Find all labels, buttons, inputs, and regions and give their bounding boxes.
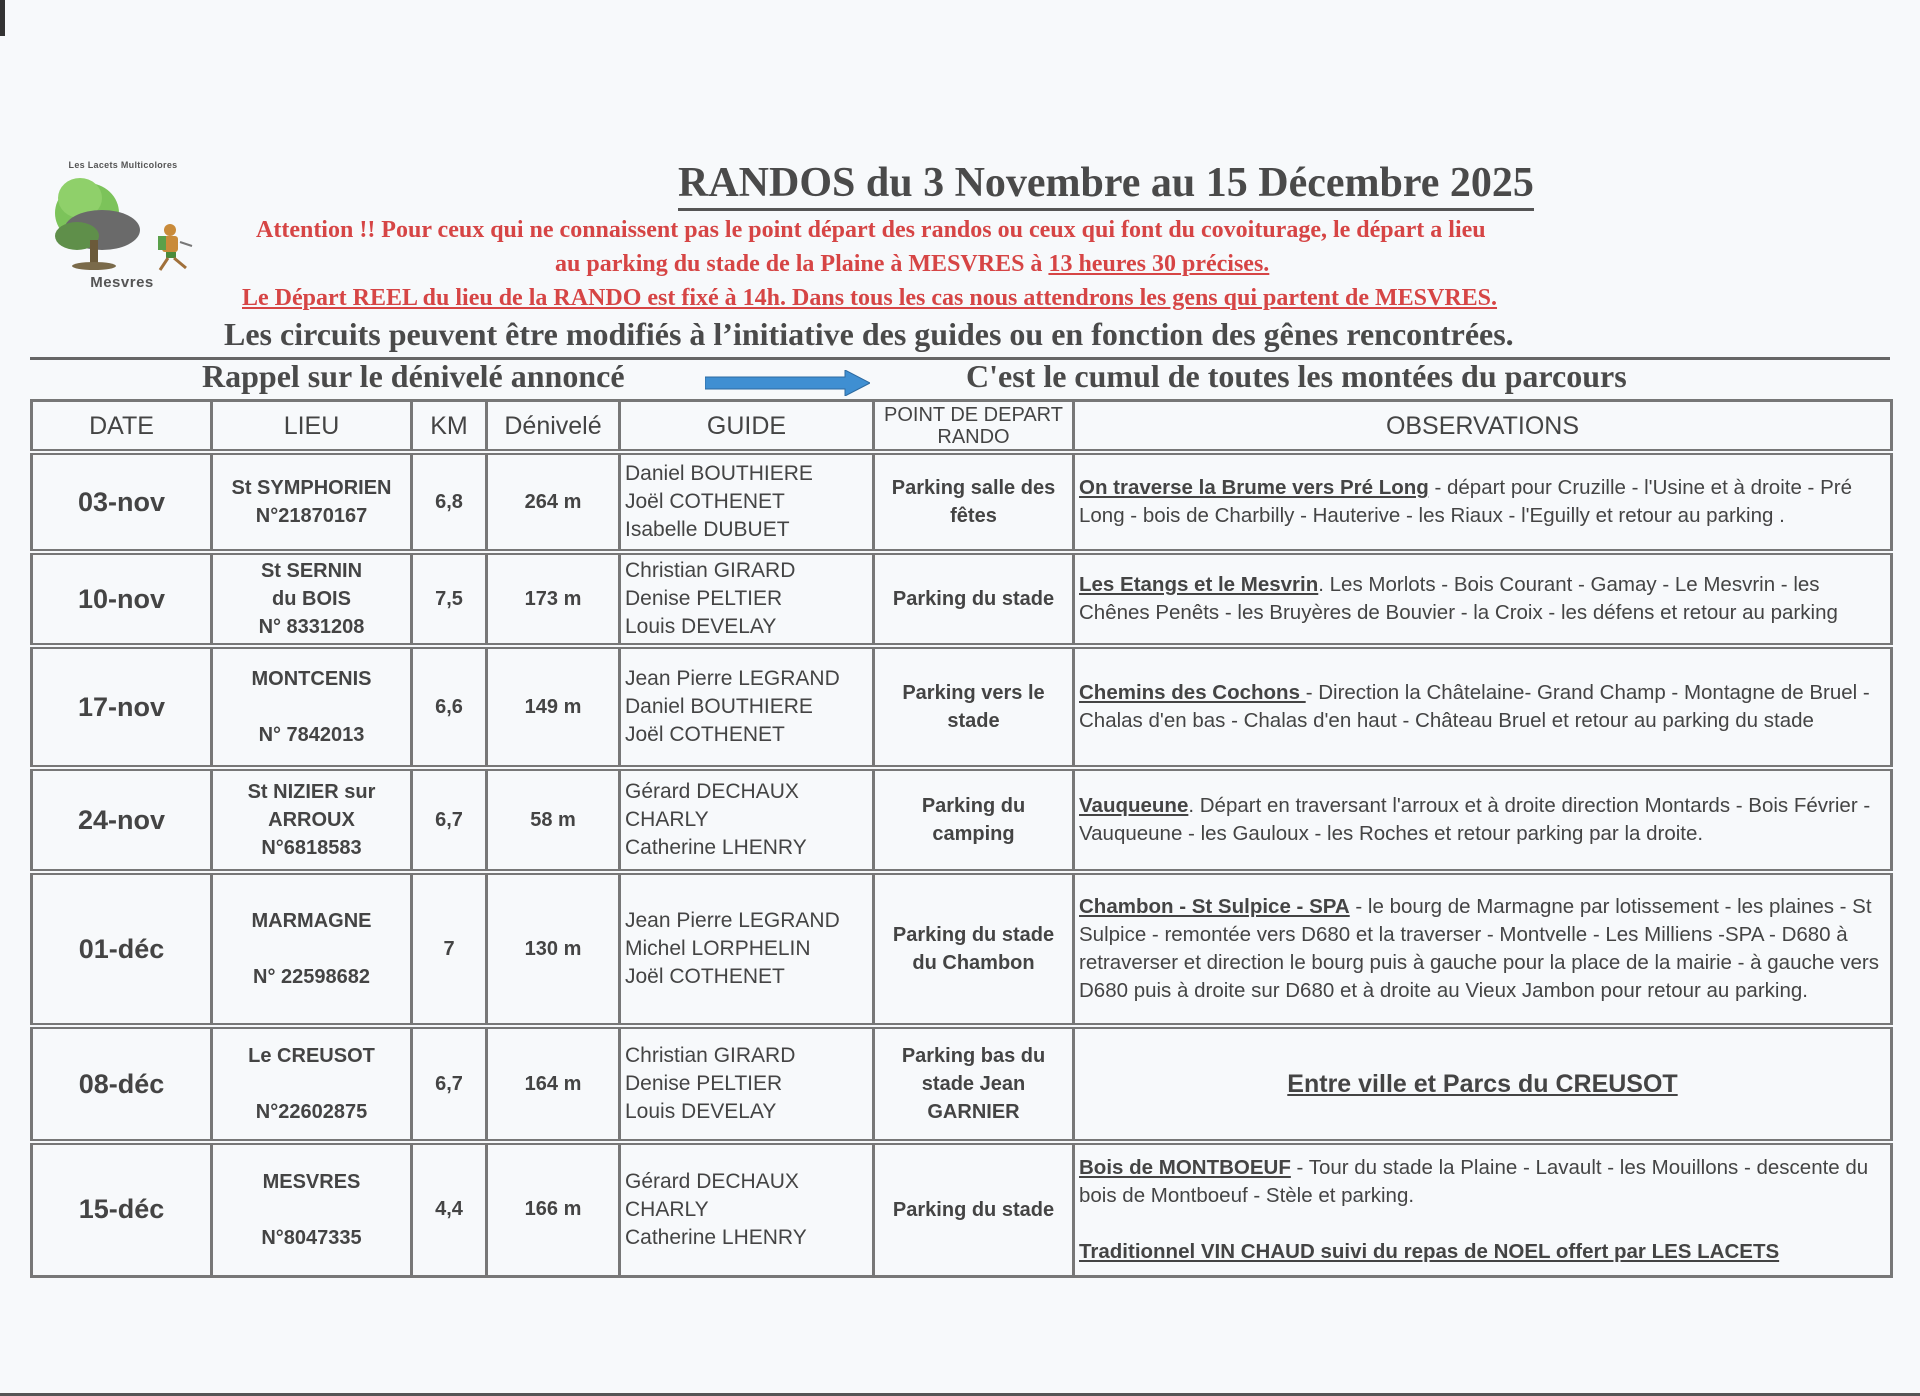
lieu-line: N° 8331208 bbox=[258, 616, 365, 638]
cell-date: 03-nov bbox=[32, 452, 212, 552]
cell-observations bbox=[1074, 1142, 1892, 1276]
guide-name: Daniel BOUTHIERE bbox=[625, 462, 813, 485]
cell-lieu bbox=[212, 646, 412, 768]
cell-date: 17-nov bbox=[32, 646, 212, 768]
table-row bbox=[32, 1142, 1892, 1276]
cell-guides bbox=[620, 1142, 874, 1276]
cell-guides bbox=[620, 872, 874, 1026]
cell-date: 15-déc bbox=[32, 1142, 212, 1276]
cell-depart: Parking du stade du Chambon bbox=[874, 872, 1074, 1026]
cell-denivele: 264 m bbox=[487, 452, 620, 552]
lieu-line: N°6818583 bbox=[261, 837, 362, 859]
lieu-line bbox=[217, 935, 406, 963]
logo-bottom-text: Mesvres bbox=[90, 274, 154, 291]
cell-depart: Parking bas du stade Jean GARNIER bbox=[874, 1026, 1074, 1142]
guide-name: Jean Pierre LEGRAND bbox=[625, 667, 840, 690]
cell-denivele: 166 m bbox=[487, 1142, 620, 1276]
cell-lieu bbox=[212, 768, 412, 872]
attention-line-2-prefix: au parking du stade de la Plaine à MESVRES à bbox=[555, 251, 1049, 277]
table-row bbox=[32, 646, 1892, 768]
cell-lieu bbox=[212, 1026, 412, 1142]
cell-guides bbox=[620, 646, 874, 768]
obs-center-title: Entre ville et Parcs du CREUSOT bbox=[1287, 1070, 1678, 1098]
guide-name: Jean Pierre LEGRAND bbox=[625, 909, 840, 932]
lieu-line: du BOIS bbox=[272, 588, 351, 610]
cell-depart: Parking du stade bbox=[874, 1142, 1074, 1276]
cell-observations bbox=[1074, 1026, 1892, 1142]
obs-title: Chambon - St Sulpice - SPA bbox=[1079, 895, 1350, 918]
guide-name: Daniel BOUTHIERE bbox=[625, 695, 813, 718]
col-header-guide: GUIDE bbox=[620, 401, 874, 453]
cell-depart: Parking vers le stade bbox=[874, 646, 1074, 768]
guide-name: CHARLY bbox=[625, 1197, 709, 1221]
cell-guides bbox=[620, 452, 874, 552]
table-row bbox=[32, 1026, 1892, 1142]
cell-depart: Parking du stade bbox=[874, 552, 1074, 646]
guide-name: CHARLY bbox=[625, 808, 709, 831]
obs-text: - le bourg de Marmagne par lotissement - les plaines - St Sulpice - remontée vers D680 et la traverser - Montvelle - Les Milliens -SPA - D680 à retraverser et direction le bourg puis à gauche pour la place de la mairie - à gauche vers D680 puis à droite sur D680 et à droite au Vieux Jambon pour retour au parking. bbox=[1079, 895, 1879, 1002]
lieu-line: MONTCENIS bbox=[251, 668, 372, 690]
obs-title: On traverse la Brume vers Pré Long bbox=[1079, 476, 1429, 499]
table-header-row bbox=[32, 401, 1892, 453]
cell-guides bbox=[620, 1026, 874, 1142]
guide-name: Joël COTHENET bbox=[625, 490, 785, 513]
col-header-depart: POINT DE DEPART RANDO bbox=[874, 401, 1074, 453]
guide-name: Catherine LHENRY bbox=[625, 1225, 807, 1249]
cell-denivele: 149 m bbox=[487, 646, 620, 768]
obs-title: Les Etangs et le Mesvrin bbox=[1079, 573, 1319, 596]
page-title: RANDOS du 3 Novembre au 15 Décembre 2025 bbox=[678, 158, 1534, 211]
table-row bbox=[32, 872, 1892, 1026]
cell-date: 08-déc bbox=[32, 1026, 212, 1142]
rappel-text: Rappel sur le dénivelé annoncé bbox=[202, 358, 625, 394]
col-header-lieu: LIEU bbox=[212, 401, 412, 453]
table-row bbox=[32, 768, 1892, 872]
cell-km: 7,5 bbox=[412, 552, 487, 646]
cell-km: 6,6 bbox=[412, 646, 487, 768]
lieu-line bbox=[217, 1196, 406, 1224]
obs-title: Chemins des Cochons bbox=[1079, 681, 1306, 704]
lieu-line: ARROUX bbox=[268, 809, 355, 831]
table-row bbox=[32, 452, 1892, 552]
arrow-right-icon bbox=[705, 370, 870, 396]
cell-guides bbox=[620, 552, 874, 646]
cell-km: 6,8 bbox=[412, 452, 487, 552]
cell-lieu bbox=[212, 552, 412, 646]
cell-denivele: 173 m bbox=[487, 552, 620, 646]
cell-guides bbox=[620, 768, 874, 872]
obs-footer: Traditionnel VIN CHAUD suivi du repas de NOEL offert par LES LACETS bbox=[1079, 1239, 1780, 1263]
cell-km: 6,7 bbox=[412, 768, 487, 872]
scan-edge bbox=[0, 0, 5, 36]
cell-date: 24-nov bbox=[32, 768, 212, 872]
guide-name: Joël COTHENET bbox=[625, 965, 785, 988]
table-row bbox=[32, 552, 1892, 646]
guide-name: Denise PELTIER bbox=[625, 1072, 783, 1095]
lieu-line bbox=[217, 693, 406, 721]
lieu-line: St SYMPHORIEN bbox=[231, 477, 392, 499]
obs-text: . Les Morlots - Bois Courant - Gamay - Le Mesvrin - les Chênes Penêts - les Bruyères de Bouvier - la Croix - les défens et retour au parking bbox=[1079, 573, 1838, 624]
club-logo bbox=[32, 158, 212, 298]
cell-km: 6,7 bbox=[412, 1026, 487, 1142]
guide-name: Gérard DECHAUX bbox=[625, 1169, 799, 1193]
lieu-line: N°22602875 bbox=[255, 1101, 368, 1123]
guide-name: Isabelle DUBUET bbox=[625, 518, 790, 541]
cell-lieu bbox=[212, 452, 412, 552]
obs-text: - Direction la Châtelaine- Grand Champ - Montagne de Bruel - Chalas d'en bas - Chalas d'en haut - Château Bruel et retour au parking du stade bbox=[1079, 681, 1870, 732]
guide-name: Joël COTHENET bbox=[625, 723, 785, 746]
guide-name: Louis DEVELAY bbox=[625, 1100, 777, 1123]
cell-depart: Parking salle des fêtes bbox=[874, 452, 1074, 552]
lieu-line: St SERNIN bbox=[260, 560, 363, 582]
obs-text: - départ pour Cruzille - l'Usine et à droite - Pré Long - bois de Charbilly - Hauterive - les Riaux - l'Eguilly et retour au parking . bbox=[1079, 476, 1852, 527]
cell-km: 4,4 bbox=[412, 1142, 487, 1276]
guide-name: Catherine LHENRY bbox=[625, 836, 807, 859]
obs-title: Vauqueune bbox=[1079, 794, 1189, 817]
attention-line-2 bbox=[555, 249, 1269, 279]
guide-name: Louis DEVELAY bbox=[625, 615, 777, 638]
cell-denivele: 130 m bbox=[487, 872, 620, 1026]
cell-denivele: 164 m bbox=[487, 1026, 620, 1142]
lieu-line: MARMAGNE bbox=[251, 910, 372, 932]
lieu-line: Le CREUSOT bbox=[248, 1045, 375, 1067]
cell-observations bbox=[1074, 646, 1892, 768]
attention-time: 13 heures 30 précises. bbox=[1048, 251, 1270, 277]
cell-observations bbox=[1074, 872, 1892, 1026]
lieu-line bbox=[217, 1070, 406, 1098]
depart-reel-note: Le Départ REEL du lieu de la RANDO est fixé à 14h. Dans tous les cas nous attendrons les gens qui partent de MESVRES. bbox=[242, 285, 1498, 311]
guide-name: Denise PELTIER bbox=[625, 587, 783, 610]
obs-text: - Tour du stade la Plaine - Lavault - les Mouillons - descente du bois de Montboeuf - Stèle et parking. bbox=[1079, 1155, 1869, 1207]
cell-observations bbox=[1074, 768, 1892, 872]
cell-lieu bbox=[212, 872, 412, 1026]
cell-km: 7 bbox=[412, 872, 487, 1026]
attention-line-1: Attention !! Pour ceux qui ne connaissent pas le point départ des randos ou ceux qui font du covoiturage, le départ a lieu bbox=[256, 217, 1486, 243]
cumul-text: C'est le cumul de toutes les montées du parcours bbox=[966, 358, 1627, 394]
lieu-line: St NIZIER sur bbox=[247, 781, 376, 803]
cell-observations bbox=[1074, 552, 1892, 646]
obs-title: Bois de MONTBOEUF bbox=[1079, 1155, 1291, 1179]
lieu-line: N°8047335 bbox=[261, 1226, 362, 1249]
col-header-denivele: Dénivelé bbox=[487, 401, 620, 453]
cell-date: 01-déc bbox=[32, 872, 212, 1026]
lieu-line: MESVRES bbox=[262, 1170, 361, 1193]
randos-table bbox=[30, 399, 1893, 1278]
col-header-km: KM bbox=[412, 401, 487, 453]
guide-name: Christian GIRARD bbox=[625, 1044, 796, 1067]
logo-top-text: Les Lacets Multicolores bbox=[68, 160, 178, 170]
cell-lieu bbox=[212, 1142, 412, 1276]
col-header-observations: OBSERVATIONS bbox=[1074, 401, 1892, 453]
lieu-line: N° 22598682 bbox=[253, 966, 370, 988]
obs-text: . Départ en traversant l'arroux et à droite direction Montards - Bois Février - Vauqueune - les Gauloux - les Roches et retour parking par la droite. bbox=[1079, 794, 1871, 845]
col-header-date: DATE bbox=[32, 401, 212, 453]
guide-name: Christian GIRARD bbox=[625, 559, 796, 582]
circuits-note: Les circuits peuvent être modifiés à l’initiative des guides ou en fonction des gênes rencontrées. bbox=[224, 316, 1514, 352]
cell-denivele: 58 m bbox=[487, 768, 620, 872]
guide-name: Gérard DECHAUX bbox=[625, 780, 799, 803]
guide-name: Michel LORPHELIN bbox=[625, 937, 811, 960]
cell-observations bbox=[1074, 452, 1892, 552]
lieu-line: N° 7842013 bbox=[258, 724, 365, 746]
lieu-line: N°21870167 bbox=[255, 505, 368, 527]
cell-depart: Parking du camping bbox=[874, 768, 1074, 872]
cell-date: 10-nov bbox=[32, 552, 212, 646]
tree-hiker-icon bbox=[32, 168, 212, 288]
